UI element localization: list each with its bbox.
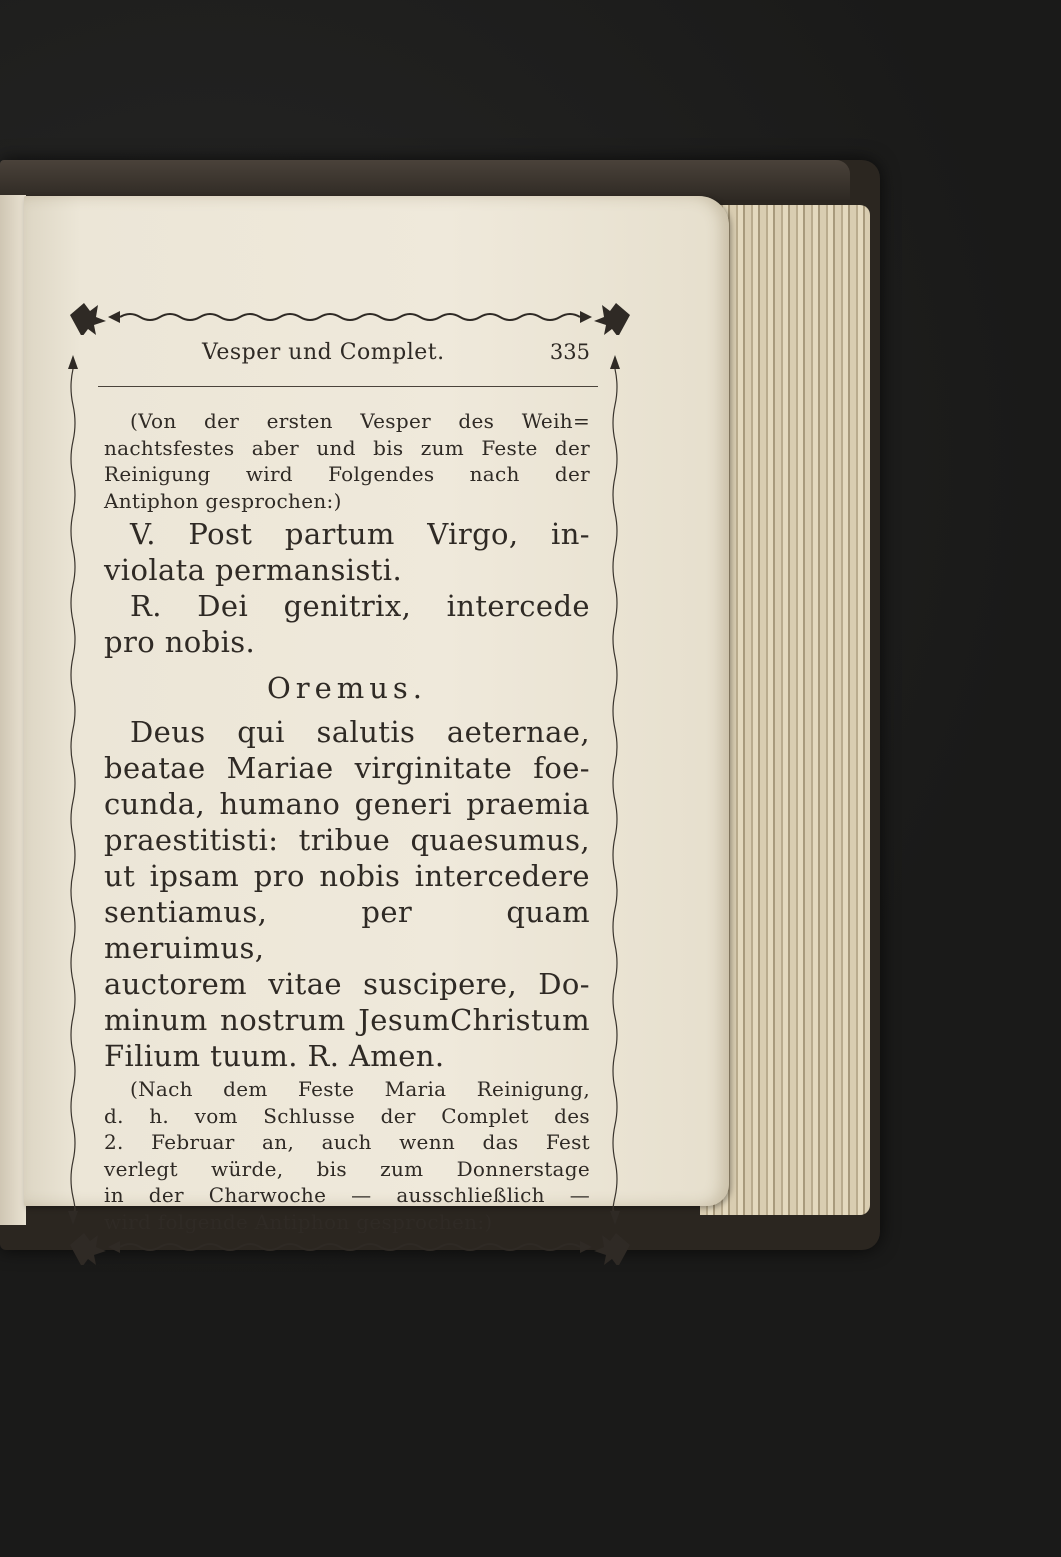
rubric-line: d. h. vom Schlusse der Complet des [104, 1103, 590, 1128]
facing-page-edge [0, 195, 26, 1225]
response-line: pro nobis. [104, 625, 256, 659]
rubric-line: (Von der ersten Vesper des Weih= [130, 409, 590, 433]
book-cover-top-edge [0, 160, 850, 200]
running-head: Vesper und Complet. [202, 340, 445, 365]
rubric-bottom [104, 1076, 590, 1235]
top-ornament-border [60, 295, 640, 335]
header-rule [98, 386, 598, 387]
rubric-line: in der Charwoche — ausschließlich — [104, 1183, 590, 1207]
rubric-line: nachtsfestes aber und bis zum Feste der [104, 435, 590, 460]
rubric-line: Reinigung wird Folgendes nach der [104, 462, 590, 486]
oremus-heading: Oremus. [266, 671, 428, 705]
rubric-line: Antiphon gesprochen:) [104, 488, 342, 513]
response [104, 588, 590, 660]
rubric-top [104, 408, 590, 514]
prayer-line: beatae Mariae virginitate foe- [104, 751, 590, 785]
page-content [104, 336, 590, 1235]
page-header [104, 336, 590, 376]
prayer-line: ut ipsam pro nobis intercedere [104, 859, 590, 893]
prayer-line: cunda, humano generi praemia [104, 787, 590, 821]
versicle-line: V. Post partum Virgo, in- [130, 517, 590, 551]
prayer [104, 714, 590, 1074]
prayer-line: sentiamus, per quam meruimus, [104, 895, 590, 965]
versicle-line: violata permansisti. [104, 553, 403, 587]
right-ornament-rule [610, 355, 620, 1225]
versicle [104, 516, 590, 588]
rubric-line: 2. Februar an, auch wenn das Fest [104, 1130, 590, 1154]
left-ornament-rule [68, 355, 78, 1225]
response-line: R. Dei genitrix, intercede [130, 589, 590, 623]
prayer-line: praestitisti: tribue quaesumus, [104, 823, 590, 857]
rubric-line: wird folgende Antiphon gesprochen:) [104, 1209, 493, 1234]
prayer-line: Filium tuum. R. Amen. [104, 1039, 445, 1073]
prayer-line: minum nostrum JesumChristum [104, 1003, 590, 1037]
prayer-line: auctorem vitae suscipere, Do- [104, 967, 590, 1001]
prayer-line: Deus qui salutis aeternae, [130, 715, 590, 749]
rubric-line: verlegt würde, bis zum Donnerstage [104, 1156, 590, 1181]
rubric-line: (Nach dem Feste Maria Reinigung, [130, 1077, 590, 1101]
page-number: 335 [549, 340, 590, 364]
